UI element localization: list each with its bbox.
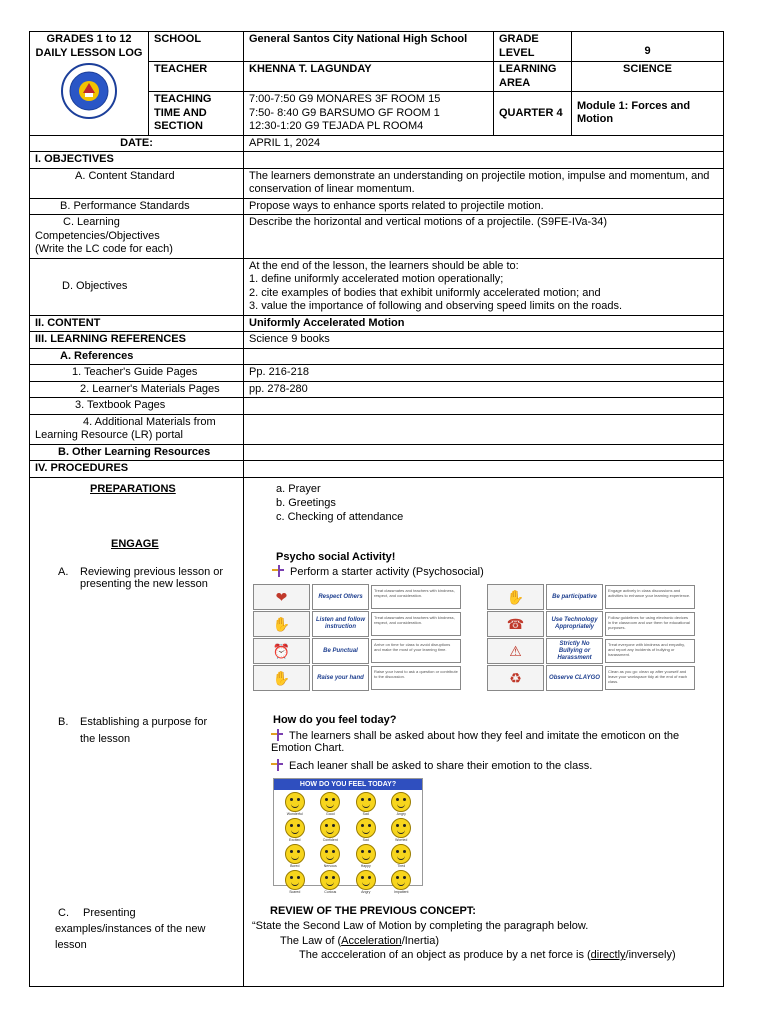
activity-card-desc: Treat classmates and teachers with kindness, respect, and consideration. [371,585,461,609]
emotion-caption: Excited [289,838,301,842]
emotion-caption: Impatient [394,890,409,894]
step-b-letter: B. [58,716,69,728]
references-heading: III. LEARNING REFERENCES [30,332,244,349]
review-answer-acceleration: Acceleration [341,935,402,947]
feel-bullet-1 [271,729,719,754]
deped-seal-icon [43,63,135,119]
emoji-face-icon [356,870,376,890]
feel-bullet-1-text: The learners shall be asked about how they feel and imitate the emoticon on the Emotion Chart. [271,730,680,754]
textbook-label: 3. Textbook Pages [30,398,244,415]
review-line-3 [299,949,676,961]
activity-picture-icon: ⏰ [253,638,310,664]
emotion-chart [273,778,423,894]
competencies-label-1: C. Learning [63,216,120,228]
feel-bullet-2 [271,759,592,772]
school-name: General Santos City National High School [244,32,494,62]
activity-card-label: Raise your hand [312,665,369,691]
emoji-face-icon [356,818,376,838]
emotion-cell [349,870,383,894]
emotion-cell [314,870,348,894]
emoji-face-icon [285,844,305,864]
review-heading: REVIEW OF THE PREVIOUS CONCEPT: [270,905,476,917]
emotion-caption: Scared [289,890,301,894]
activity-card-desc: Treat classmates and teachers with kindness, respect, and consideration. [371,612,461,636]
emotion-cell [349,818,383,842]
emoji-face-icon [356,844,376,864]
teachers-guide-pages: Pp. 216-218 [244,365,724,382]
emotion-cell [314,818,348,842]
emotion-caption: Worried [395,838,408,842]
objective-1: 1. define uniformly accelerated motion operationally; [249,273,504,285]
emotion-cell [385,792,419,816]
step-a-text: Reviewing previous lesson or presenting the new lesson [80,566,224,590]
activity-card [487,638,695,664]
learners-materials-pages: pp. 278-280 [244,381,724,398]
emoji-face-icon [391,844,411,864]
feel-bullet-2-text: Each leaner shall be asked to share their emotion to the class. [289,760,593,772]
additional-materials-2: Learning Resource (LR) portal [35,429,183,441]
activity-picture-icon: ✋ [487,584,544,610]
activity-card-desc: Clean as you go: clean up after yourself and leave your workspace tidy at the end of each class. [605,666,695,690]
emoji-face-icon [391,870,411,890]
engage-heading: ENGAGE [111,538,159,550]
emotion-caption: Happy [360,864,371,868]
feel-heading: How do you feel today? [273,714,397,726]
activity-picture-icon: ♻ [487,665,544,691]
competencies-label-3: (Write the LC code for each) [35,243,173,255]
review-line-3c: /inversely) [625,949,676,961]
review-line-2 [280,935,439,947]
teacher-label: TEACHER [149,62,244,92]
emotion-cell [278,870,312,894]
log-title-cell [30,32,149,136]
activity-card-label: Observe CLAYGO [546,665,603,691]
emotion-cell [385,818,419,842]
objectives-list [244,258,724,315]
area-value: SCIENCE [572,62,724,92]
step-b-text-2: the lesson [80,733,131,745]
emoji-face-icon [285,792,305,812]
emotion-caption: Confident [322,838,338,842]
emotion-cell [278,844,312,868]
activity-card-label: Strictly No Bullying or Harassment [546,638,603,664]
emoji-face-icon [391,818,411,838]
deped-seal [43,63,135,119]
prep-prayer: a. Prayer [276,483,321,495]
objectives-label: D. Objectives [30,258,244,315]
competencies-label-2: Competencies/Objectives [35,229,160,242]
emotion-caption: Good [325,812,335,816]
emotion-caption: Bored [290,864,300,868]
arrow-bullet-icon [271,729,285,741]
activity-picture-icon: ⚠ [487,638,544,664]
activity-card-label: Use Technology Appropriately [546,611,603,637]
content-heading: II. CONTENT [30,315,244,332]
activity-card [487,665,695,691]
activity-card [253,584,461,610]
arrow-bullet-icon [271,759,285,771]
time-label: TEACHING TIME AND SECTION [149,92,244,136]
prep-greetings: b. Greetings [276,497,336,509]
activity-card-desc: Engage actively in class discussions and activities to enhance your learning experience. [605,585,695,609]
activity-card-desc: Treat everyone with kindness and empathy, and report any incidents of bullying or harassment. [605,639,695,663]
psycho-bullet [272,565,484,578]
emotion-caption: Nervous [323,864,337,868]
content-standard-label: A. Content Standard [30,168,244,198]
area-label: LEARNING AREA [494,62,572,92]
emotion-cell [349,844,383,868]
competencies: Describe the horizontal and vertical motions of a projectile. (S9FE-IVa-34) [244,215,724,259]
other-resources: B. Other Learning Resources [30,444,244,461]
grade-label: GRADE LEVEL [494,32,572,62]
activity-card-desc: Raise your hand to ask a question or contribute to the discussion. [371,666,461,690]
module: Module 1: Forces and Motion [572,92,724,136]
emotion-chart-title: HOW DO YOU FEEL TODAY? [274,779,422,790]
emotion-cell [385,870,419,894]
references-books: Science 9 books [244,332,724,349]
step-c-text-3: lesson [55,939,87,951]
emotion-caption: Angry [396,812,406,816]
objectives-heading: I. OBJECTIVES [30,152,244,169]
objective-intro: At the end of the lesson, the learners should be able to: [249,259,519,272]
log-title: GRADES 1 to 12 DAILY LESSON LOG [35,33,143,59]
step-a-letter: A. [58,566,69,578]
activity-card [253,665,461,691]
psycho-heading: Psycho social Activity! [276,551,396,563]
review-line-1: “State the Second Law of Motion by completing the paragraph below. [252,920,589,932]
school-label: SCHOOL [149,32,244,62]
emotion-cell [278,818,312,842]
emotion-cell [385,844,419,868]
activity-card-label: Listen and follow instruction [312,611,369,637]
activity-card-desc: Arrive on time for class to avoid disruptions and make the most of your learning time. [371,639,461,663]
emotion-caption: Curious [324,890,337,894]
step-c-text-2: examples/instances of the new [55,923,206,935]
teachers-guide-label: 1. Teacher's Guide Pages [30,365,244,382]
time-line-1: 7:00-7:50 G9 MONARES 3F ROOM 15 [249,93,441,105]
time-line-2: 7:50- 8:40 G9 BARSUMO GF ROOM 1 [249,106,440,119]
psycho-bullet-text: Perform a starter activity (Psychosocial) [290,566,484,578]
activity-card-label: Be participative [546,584,603,610]
activity-card [253,611,461,637]
activity-picture-icon: ☎ [487,611,544,637]
step-c-letter: C. [58,907,69,919]
date-label: DATE: [30,135,244,152]
activity-card-desc: Follow guidelines for using electronic devices in the classroom and use them for educational purposes. [605,612,695,636]
preparations-heading: PREPARATIONS [90,483,176,495]
quarter: QUARTER 4 [494,92,572,136]
activity-card [253,638,461,664]
references-a: A. References [30,348,244,365]
grade-value: 9 [572,32,724,62]
emotion-caption: Wonderful [286,812,303,816]
objective-3: 3. value the importance of following and observing speed limits on the roads. [249,300,622,312]
review-line-2a: The Law of ( [280,935,342,947]
emoji-face-icon [320,870,340,890]
activity-card-label: Be Punctual [312,638,369,664]
time-schedule [244,92,494,136]
activity-card [487,611,695,637]
step-c-text-1: Presenting [83,907,136,919]
emoji-face-icon [391,792,411,812]
emotion-cell [314,792,348,816]
emoji-face-icon [285,870,305,890]
review-line-2c: /Inertia) [401,935,439,947]
additional-materials-label [30,414,244,444]
emoji-face-icon [320,818,340,838]
content-standard: The learners demonstrate an understanding on projectile motion, impulse and momentum, and conservation of linear momentum. [244,168,724,198]
emoji-face-icon [285,818,305,838]
emotion-cell [278,792,312,816]
emotion-caption: Angry [361,890,371,894]
activity-picture-icon: ❤ [253,584,310,610]
emotion-caption: Tired [397,864,406,868]
emoji-face-icon [320,844,340,864]
emotion-caption: Sad [362,812,369,816]
objective-2: 2. cite examples of bodies that exhibit uniformly accelerated motion; and [249,286,601,299]
date-value: APRIL 1, 2024 [244,135,724,152]
review-answer-directly: directly [590,949,626,961]
activity-picture-icon: ✋ [253,665,310,691]
step-b-text-1: Establishing a purpose for [80,716,208,728]
emotion-grid [274,790,422,896]
activity-card-label: Respect Others [312,584,369,610]
arrow-bullet-icon [272,565,286,577]
learners-materials-label: 2. Learner's Materials Pages [30,381,244,398]
teacher-name: KHENNA T. LAGUNDAY [244,62,494,92]
emotion-cell [314,844,348,868]
activity-card [487,584,695,610]
content-value: Uniformly Accelerated Motion [244,315,724,332]
emotion-caption: Sad [362,838,369,842]
time-line-3: 12:30-1:20 G9 TEJADA PL ROOM4 [249,120,424,132]
procedures-heading: IV. PROCEDURES [30,461,244,478]
review-line-3a: The accceleration of an object as produce by a net force is ( [299,949,591,961]
emotion-cell [349,792,383,816]
additional-materials-1: 4. Additional Materials from [83,415,216,428]
activity-picture-icon: ✋ [253,611,310,637]
emoji-face-icon [320,792,340,812]
performance-standard-label: B. Performance Standards [30,198,244,215]
emoji-face-icon [356,792,376,812]
competencies-label [30,215,244,259]
prep-attendance: c. Checking of attendance [276,511,404,523]
performance-standard: Propose ways to enhance sports related to projectile motion. [244,198,724,215]
